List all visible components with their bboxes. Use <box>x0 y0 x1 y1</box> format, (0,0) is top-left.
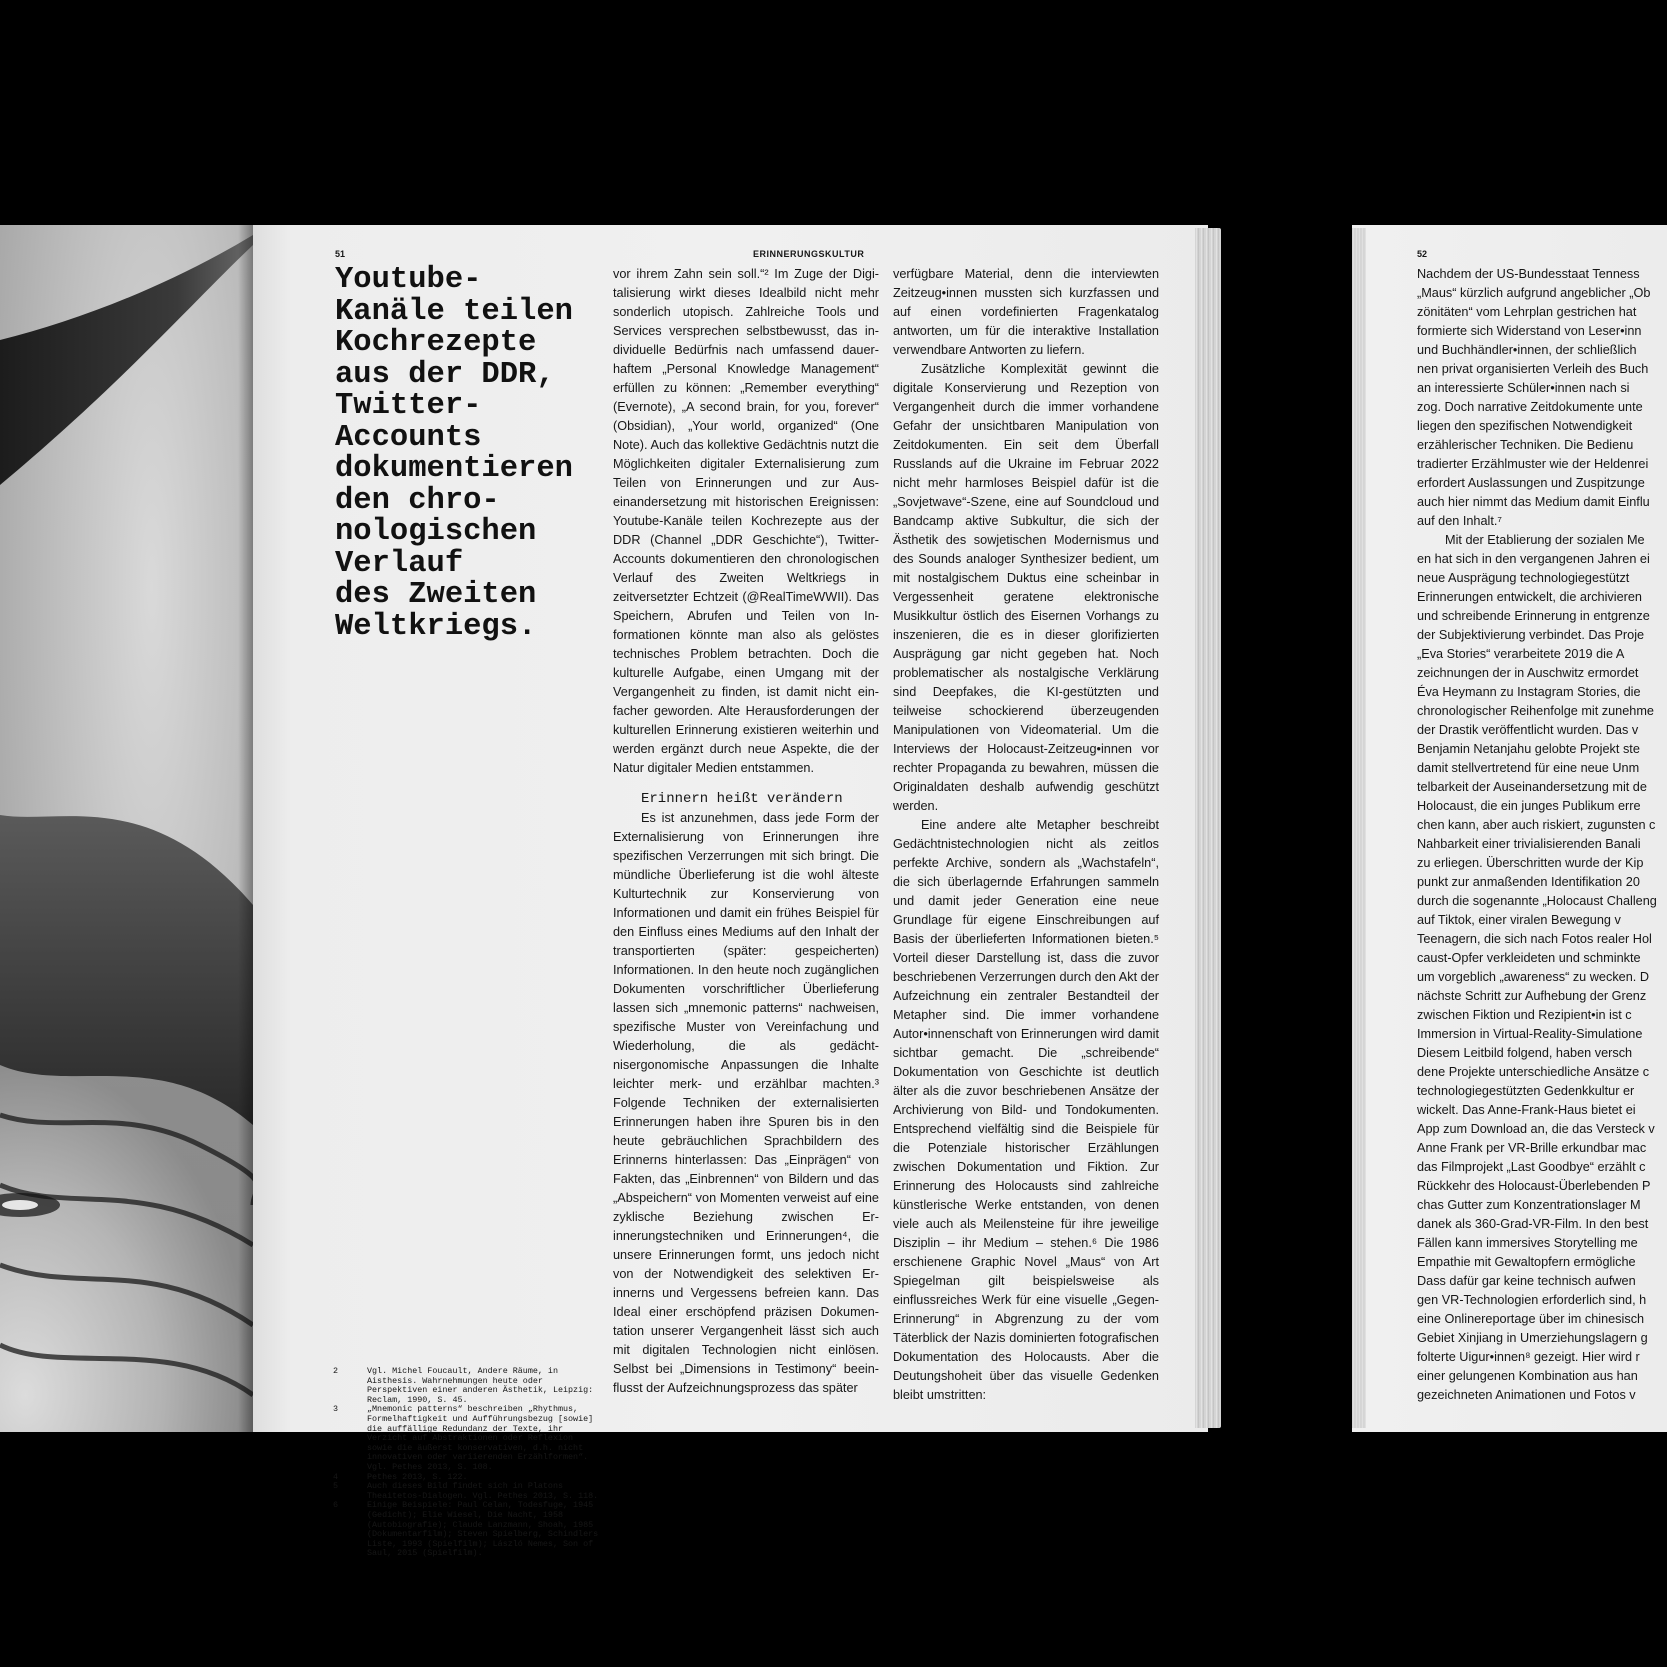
page-stack-edge <box>1195 228 1221 1428</box>
footnote: 2 Vgl. Michel Foucault, Andere Räume, in Aisthesis. Wahrnehmungen heute oder Perspektiven einer anderen Ästhetik, Leipzig: Reclam, 1990, S. 45. <box>333 1366 594 1405</box>
text-line: App zum Download an, die das Versteck v <box>1417 1122 1655 1136</box>
text-line: auf den Inhalt.⁷ <box>1417 514 1503 528</box>
text-line: zönitäten“ vom Lehrplan gestrichen hat <box>1417 305 1637 319</box>
page-number: 51 <box>335 249 346 259</box>
text-line: Benjamin Netanjahu gelobte Projekt ste <box>1417 742 1640 756</box>
text-line: Éva Heymann zu Instagram Stories, die <box>1417 685 1641 699</box>
text-line: liegen den spezifischen Notwendigkeit <box>1417 419 1633 433</box>
text-line: auch hier nimmt das Medium damit Einflu <box>1417 495 1650 509</box>
text-line: en hat sich in den vergangenen Jahren ei <box>1417 552 1650 566</box>
text-line: neue Ausprägung technologiegestützt <box>1417 571 1630 585</box>
text-line: einer gelungenen Kombination aus han <box>1417 1369 1638 1383</box>
text-line: chen kann, aber auch riskiert, zugunsten c <box>1417 818 1656 832</box>
text-line: nächste Schritt zur Aufhebung der Grenz <box>1417 989 1647 1003</box>
text-line: chronologischer Reihenfolge mit zunehme <box>1417 704 1654 718</box>
footnote: 3 „Mnemonic patterns“ beschreiben „Rhythmus, Formelhaftigkeit und Aufführungsbezug [sowie] die auffällige Redundanz der Texte, ihr Verzicht auf Abstraktionen oder Reflexion sowie die äußerst konservativen, d.h. nicht innovativen oder variierenden Erzählformen“. Vgl. Pethes 2013, S. 108. <box>333 1404 594 1472</box>
text-line: das Filmprojekt „Last Goodbye“ erzählt c <box>1417 1160 1646 1174</box>
text-line: folterte Uigur•innen⁸ gezeigt. Hier wird r <box>1417 1350 1640 1364</box>
text-line: gezeichneten Animationen und Fotos v <box>1417 1388 1636 1402</box>
text-line: Anne Frank per VR-Brille erkundbar mac <box>1417 1141 1647 1155</box>
text-line: eine Onlinereportage über im chinesisch <box>1417 1312 1645 1326</box>
text-line: wickelt. Das Anne-Frank-Haus bietet ei <box>1417 1103 1636 1117</box>
text-line: zu erliegen. Überschritten wurde der Kip <box>1417 856 1644 870</box>
text-line: „Eva Stories“ verarbeitete 2019 die A <box>1417 647 1625 661</box>
page-stack-edge <box>1352 228 1366 1428</box>
page-number: 52 <box>1417 249 1428 259</box>
text-line: dene Projekte unterschiedliche Ansätze c <box>1417 1065 1650 1079</box>
text-line: punkt zur anmaßenden Identifikation 20 <box>1417 875 1640 889</box>
text-line: Holocaust, die ein junges Publikum erre <box>1417 799 1641 813</box>
text-line: Empathie mit Gewaltopfern ermögliche <box>1417 1255 1636 1269</box>
text-line: „Maus“ kürzlich aufgrund angeblicher „Ob <box>1417 286 1651 300</box>
text-column-1 <box>613 265 879 1398</box>
text-line: und schreibende Erinnerung in entgrenze <box>1417 609 1650 623</box>
text-line: erfordert Auslassungen und Zuspitzunge <box>1417 476 1645 490</box>
footnotes <box>333 1367 603 1559</box>
text-line: damit stellvertretend für eine neue Unm <box>1417 761 1640 775</box>
text-page-right <box>1352 225 1667 1432</box>
text-line: formierte sich Widerstand von Leser•inn <box>1417 324 1642 338</box>
text-line: Nachdem der US-Bundesstaat Tenness <box>1417 267 1640 281</box>
text-line: an interessierte Schüler•innen nach si <box>1417 381 1630 395</box>
text-line: chas Gutter zum Konzentrationslager M <box>1417 1198 1641 1212</box>
text-line: Diesem Leitbild folgend, haben versch <box>1417 1046 1633 1060</box>
text-line: zog. Doch narrative Zeitdokumente unte <box>1417 400 1643 414</box>
text-column-2 <box>893 265 1159 1405</box>
text-line: telbarkeit der Auseinandersetzung mit de <box>1417 780 1647 794</box>
artwork-page <box>0 225 253 1432</box>
dark-spike-shape <box>0 235 253 485</box>
text-line: Fällen kann immersives Storytelling me <box>1417 1236 1638 1250</box>
text-line: zwischen Fiktion und Rezipient•in ist c <box>1417 1008 1632 1022</box>
pull-quote: Youtube- Kanäle teilen Kochrezepte aus der DDR, Twitter- Accounts dokumentieren den chro- nologischen Verlauf des Zweiten Weltkriegs. <box>335 263 573 644</box>
text-line: caust-Opfer verkleideten und schminkte <box>1417 951 1641 965</box>
text-line: durch die sogenannte „Holocaust Challeng <box>1417 894 1657 908</box>
text-line: Gebiet Xinjiang in Umerziehungslagern g <box>1417 1331 1648 1345</box>
footnote: 4 Pethes 2013, S. 122. <box>333 1471 468 1482</box>
text-line: danek als 360-Grad-VR-Film. In den best <box>1417 1217 1649 1231</box>
footnote: 5 Auch dieses Bild findet sich in Platons Theaitetos-Dialogen. Vgl. Pethes 2013, S. 118. <box>333 1481 599 1501</box>
text-line: Erinnerungen entwickelt, die archivieren <box>1417 590 1642 604</box>
text-column-right <box>1417 265 1667 1405</box>
section-subheading: Erinnern heißt verändern <box>641 791 843 807</box>
text-line: der Drastik veröffentlicht wurden. Das v <box>1417 723 1639 737</box>
text-line: Mit der Etablierung der sozialen Me <box>1445 533 1645 547</box>
text-line: technologiegestützten Gedenkkultur er <box>1417 1084 1635 1098</box>
text-line: der Subjektivierung verbindet. Das Proje <box>1417 628 1645 642</box>
text-page-left <box>253 225 1208 1559</box>
text-line: und Buchhändler•innen, der schließlich <box>1417 343 1637 357</box>
body-paragraph: verfügbare Material, denn die interviewten Zeitzeug•innen mussten sich kurzfassen und auf einen vordefinierten Fragenkatalog antworten, um für die interaktive Installation verwendbare Antworten zu liefern. <box>893 267 1159 357</box>
text-line: nen privat organisierten Verleih des Buch <box>1417 362 1649 376</box>
body-paragraph: Eine andere alte Metapher beschreibt Gedächtnistechnologien nicht als zeitlos perfekte Archive, sondern als „Wachstafeln“, die sich überlagernde Erfahrungen sammeln und damit jeder Generation eine neue Grundlage für eigene Einschreibungen auf Basis der überlieferten Informationen bieten.⁵ Vorteil dieser Darstellung ist, dass die zuvor beschriebenen Verzerrungen durch den Akt der Aufzeichnung ein zentraler Bestandteil der Metapher sind. Die immer vorhandene Autor•innenschaft von Erinnerungen wird damit sichtbar gemacht. Die „schreibende“ Dokumentation von Geschichte ist deutlich älter als die zuvor beschriebenen Ansätze der Archivierung von Bild- und Tondokumenten. Entsprechend vielfältig sind die Beispiele für die Potenziale historischer Erzählungen zwischen Dokumentation und Fiktion. Zur Erinnerung des Holocausts sind zahlreiche künstlerische Werke entstanden, von denen viele auch als Meilensteine für ihre jeweilige Disziplin – ihr Medium – stehen.⁶ Die 1986 erschienene Graphic Novel „Maus“ von Art Spiegelman gilt beispielsweise als einflussreiches Werk für eine visuelle „Gegen-Erinnerung“ in Abgrenzung zu der vom Täterblick der Nazis dominierten fotografischen Dokumentation des Holocausts. Aber die Deutungshoheit über das visuelle Gedenken bleibt umstritten: <box>893 818 1159 1402</box>
text-line: Rückkehr des Holocaust-Überlebenden P <box>1417 1179 1651 1193</box>
text-line: auf Tiktok, einer viralen Bewegung v <box>1417 913 1621 927</box>
text-line: gen VR-Technologien erforderlich sind, h <box>1417 1293 1647 1307</box>
text-line: tradierter Erzählmuster wie der Heldenrei <box>1417 457 1649 471</box>
text-line: zeichnungen der in Auschwitz ermordet <box>1417 666 1639 680</box>
body-paragraph: Es ist anzunehmen, dass jede Form der Externalisierung von Erinnerungen ihre spezifischen Verzerrungen mit sich bringt. Die mündliche Überlieferung ist die wohl älteste Kulturtechnik zur Konservierung von Informationen und damit ein frühes Beispiel für den Einfluss eines Mediums auf den Inhalt der transportierten (später: gespeicherten) Informationen. In den heute noch zugänglichen Dokumenten vorschriftlicher Überlieferung lassen sich „mnemonic patterns“ nachweisen, spezifische Muster von Vereinfachung und Wiederholung, die als gedächtnisergonomische Anpassungen die Inhalte leichter merk- und erzählbar machten.³ Folgende Techniken der externalisierten Erinnerungen haben ihre Spuren bis in den heute gebräuchlichen Sprachbildern des Erinnerns hinterlassen: Das „Einprägen“ von Fakten, das „Einbrennen“ von Bildern und das „Abspeichern“ von Momenten verweist auf eine zyklische Beziehung zwischen Erinnerungstechniken und Erinnerungen⁴, die unsere Erinnerungen formt, uns jedoch nicht von der Notwendigkeit des selektiven Erinnerns und Vergessens befreien kann. Das Ideal einer erschöpfend präzisen Dokumentation unserer Vergangenheit lässt sich auch mit digitalen Technologien nicht einlösen. Selbst bei „Dimensions in Testimony“ beeinflusst der Aufzeichnungsprozess das später <box>613 811 879 1395</box>
body-paragraph: Zusätzliche Komplexität gewinnt die digitale Konservierung und Rezeption von Vergangenheit durch die immer vorhandene Gefahr der unsichtbaren Manipulation von Zeitdokumenten. Ein seit dem Überfall Russlands auf die Ukraine im Februar 2022 nicht mehr harmloses Beispiel dafür ist die „Sovjetwave“-Szene, eine auf Soundcloud und Bandcamp aktive Subkultur, die sich der Ästhetik des sowjetischen Modernismus und des Sounds analoger Synthesizer bedient, um mit nostalgischem Duktus eine scheinbar in Vergessenheit geratene elektronische Musikkultur östlich des Eisernen Vorhangs zu inszenieren, die es in dieser glorifizierten Ausprägung gar nicht gegeben hat. Noch problematischer als nostalgische Verklärung sind Deepfakes, die KI-gestützten und teilweise schockierend überzeugenden Manipulationen von Videomaterial. Um die Interviews der Holocaust-Zeitzeug•innen vor rechter Propaganda zu bewahren, müssen die Originaldaten deshalb aufwendig geschützt werden. <box>893 362 1159 813</box>
text-line: Nahbarkeit einer trivialisierenden Banali <box>1417 837 1641 851</box>
text-line: Dass dafür gar keine technisch aufwen <box>1417 1274 1636 1288</box>
text-line: erzählerischer Techniken. Die Bedienu <box>1417 438 1634 452</box>
abstract-artwork <box>0 225 253 1432</box>
running-head: ERINNERUNGSKULTUR <box>753 249 865 259</box>
text-line: Immersion in Virtual-Reality-Simulatione <box>1417 1027 1643 1041</box>
text-line: Teenagern, die sich nach Fotos realer Hol <box>1417 932 1652 946</box>
text-line: um vorgeblich „awareness“ zu wecken. D <box>1417 970 1649 984</box>
footnote: 6 Einige Beispiele: Paul Celan, Todesfuge, 1945 (Gedicht); Elie Wiesel, Die Nacht, 1958 (Autobiografie); Claude Lanzmann, Shoah, 1985 (Dokumentarfilm); Steven Spielberg, Schindlers Liste, 1993 (Spielfilm); László Nemes, Son of Saul, 2015 (Spielfilm). <box>333 1500 599 1559</box>
body-paragraph: vor ihrem Zahn sein soll.“² Im Zuge der Digitalisierung wirkt dieses Idealbild nicht mehr sonderlich utopisch. Zahlreiche Tools und Services versprechen selbstbewusst, das individuelle Bedürfnis nach umfassend dauerhaftem „Personal Knowledge Management“ erfüllen zu können: „Remember everything“ (Evernote), „A second brain, for you, forever“ (Obsidian), „Your world, organized“ (One Note). Auch das kollektive Gedächtnis nutzt die Möglichkeiten digitaler Externalisierung zum Teilen von Erinnerungen und zur Auseinandersetzung mit historischen Ereignissen: Youtube-Kanäle teilen Kochrezepte aus der DDR (Channel „DDR Geschichte“), Twitter-Accounts dokumentieren den chronologischen Verlauf des Zweiten Weltkriegs in zeitversetzter Echtzeit (@RealTimeWWII). Das Speichern, Abrufen und Teilen von Informationen könnte man also als gelöstes technisches Problem betrachten. Doch die kulturelle Aufgabe, einen Umgang mit der Vergangenheit zu finden, ist damit nicht einfacher geworden. Alte Herausforderungen der kulturellen Erinnerung existieren weiterhin und werden ergänzt durch neue Aspekte, die der Natur digitaler Medien entstammen. <box>613 267 879 775</box>
